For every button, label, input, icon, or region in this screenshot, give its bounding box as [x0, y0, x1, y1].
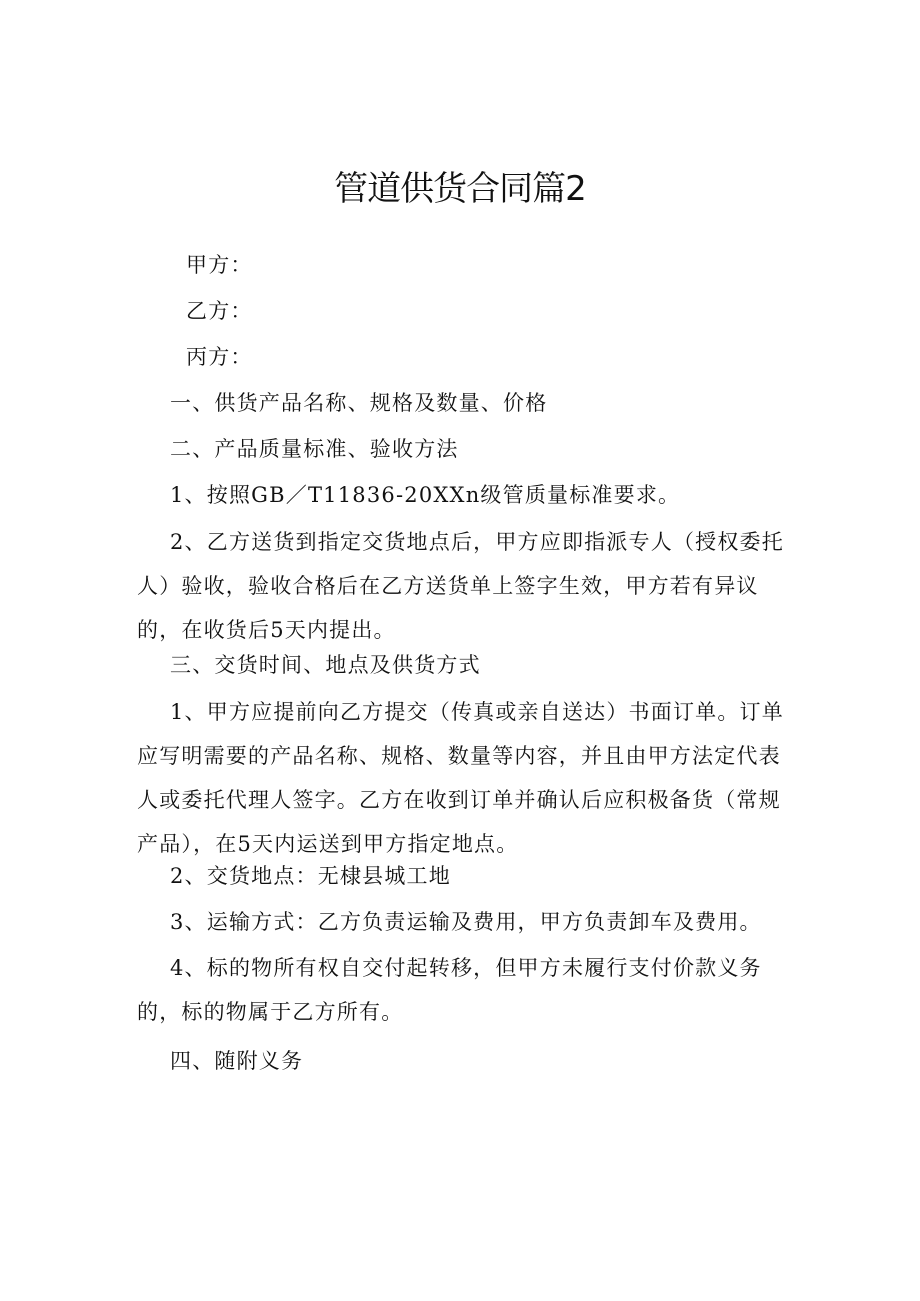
party-a-label: 甲方： — [186, 253, 253, 277]
party-c-label: 丙方： — [186, 345, 253, 369]
section-3-item-2: 2、交货地点：无棣县城工地 — [170, 864, 451, 888]
party-b-label: 乙方： — [186, 299, 253, 323]
section-3-item-1: 1、甲方应提前向乙方提交（传真或亲自送达）书面订单。订单应写明需要的产品名称、规格、数量等内容，并且由甲方法定代表人或委托代理人签字。乙方在收到订单并确认后应积极备货（常规产品），在5天内运送到甲方指定地点。 — [137, 700, 784, 856]
section-3-item-3: 3、运输方式：乙方负责运输及费用，甲方负责卸车及费用。 — [170, 910, 762, 934]
section-3-item-4: 4、标的物所有权自交付起转移，但甲方未履行支付价款义务的，标的物属于乙方所有。 — [137, 956, 762, 1024]
section-2-item-1: 1、按照GB／T11836-20XXn级管质量标准要求。 — [170, 483, 681, 507]
section-1-heading: 一、供货产品名称、规格及数量、价格 — [170, 391, 548, 415]
document-title: 管道供货合同篇2 — [334, 169, 586, 209]
section-3-heading: 三、交货时间、地点及供货方式 — [170, 653, 481, 677]
section-2-item-2: 2、乙方送货到指定交货地点后，甲方应即指派专人（授权委托人）验收，验收合格后在乙方送货单上签字生效，甲方若有异议的，在收货后5天内提出。 — [137, 530, 784, 642]
section-2-heading: 二、产品质量标准、验收方法 — [170, 437, 459, 461]
section-4-heading: 四、随附义务 — [170, 1049, 304, 1073]
